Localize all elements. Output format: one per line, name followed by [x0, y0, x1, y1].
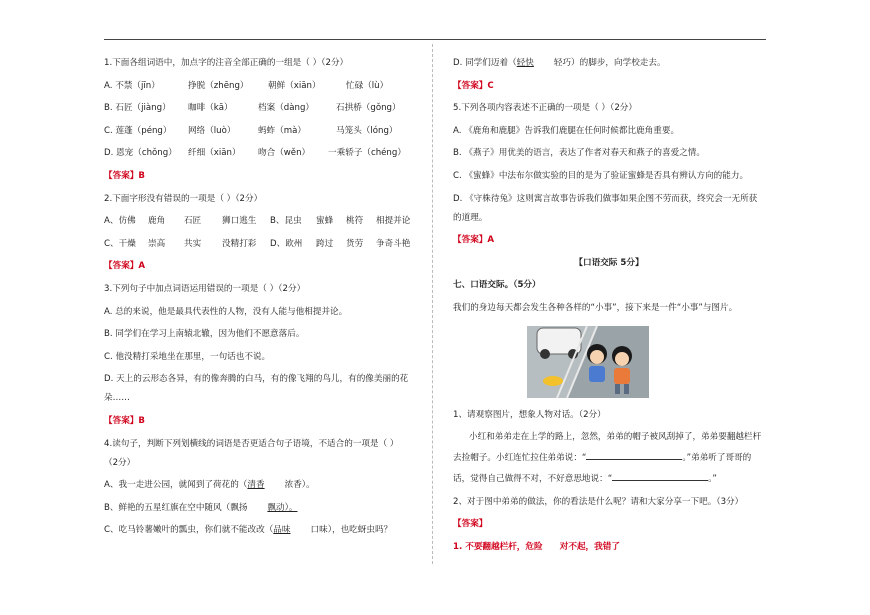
q3-answer: 【答案】B	[104, 415, 145, 426]
hat-icon	[543, 376, 563, 386]
q7-paragraph-line1: 小红和弟弟走在上学的路上，忽然，弟弟的帽子被风刮掉了，弟弟要翻越栏杆	[469, 432, 762, 443]
answer-blank[interactable]	[586, 451, 682, 460]
boy-face-icon	[590, 350, 604, 364]
q7-answer-text: 1. 不要翻越栏杆，危险 对不起，我错了	[453, 541, 620, 552]
q5-option-d-cont: 的道理。	[453, 212, 488, 223]
q2-stem: 2.下面字形没有错误的一项是（ ）（2分）	[104, 193, 263, 204]
q4-option-c: C、吃马铃薯嫩叶的瓢虫，你们就不能改改（品味 口味），也吃蚜虫吗？	[104, 525, 393, 536]
left-column	[104, 58, 426, 548]
q4-option-b: B、鲜艳的五星红旗在空中随风（飘扬 飘动）。	[104, 502, 298, 513]
q7-intro: 我们的身边每天都会发生各种各样的“小事”，接下来是一件“小事”与图片。	[453, 302, 738, 313]
q1-answer: 【答案】B	[104, 170, 145, 181]
q4-stem: 4.读句子，判断下列划横线的词语是否更适合句子语境，不适合的一项是（ ）	[104, 438, 399, 449]
q4-option-a: A、我一走进公园，就闻到了荷花的（清香 浓香）。	[104, 480, 315, 491]
q1-option-a: A. 不禁（jīn） 挣脱（zhēng） 朝鲜（xiān） 忙碌（lù）	[104, 80, 389, 91]
q3-stem: 3.下列句子中加点词语运用错误的一项是（ ）（2分）	[104, 283, 306, 294]
q3-option-b: B. 同学们在学习上南辕北辙，因为他们不愿意落后。	[104, 329, 305, 340]
q2-options-cd: C、干燥 崇高 共实 没精打彩 D、欧州 跨过 货劳 争奇斗艳	[104, 238, 411, 249]
answer-blank[interactable]	[612, 472, 708, 481]
q4-stem-score: （2分）	[104, 457, 136, 468]
q4-answer: 【答案】C	[453, 80, 494, 91]
q3-option-d: D. 天上的云形态各异，有的像奔腾的白马，有的像飞翔的鸟儿，有的像美丽的花	[104, 374, 409, 385]
q1-option-b: B. 石匠（jiàng） 咖啡（kā） 档案（dàng） 石拱桥（gǒng）	[104, 103, 401, 114]
q5-stem: 5.下列各项内容表述不正确的一项是（ ）（2分）	[453, 103, 637, 114]
q7-paragraph-line3: 话，觉得自己做得不对，不好意思地说：“ 。”	[453, 474, 717, 485]
q1-stem: 1.下面各组词语中，加点字的注音全部正确的一组是（ ）（2分）	[104, 58, 349, 68]
q7-paragraph-line2: 去捡帽子。小红连忙拉住弟弟说：“ 。”弟弟听了哥哥的	[453, 453, 752, 464]
illustration-svg	[527, 326, 649, 398]
q5-option-d: D. 《守株待兔》这则寓言故事告诉我们做事如果企图不劳而获，终究会一无所获	[453, 193, 758, 204]
q1-option-d: D. 恩宠（chǒng） 纤细（xiān） 吻合（wěn） 一乘轿子（chéng）	[104, 148, 406, 159]
q5-option-b: B. 《燕子》用优美的语言，表达了作者对春天和燕子的喜爱之情。	[453, 148, 705, 159]
header-rule	[104, 39, 766, 40]
q7-answer-label: 【答案】	[453, 519, 488, 530]
girl-leg-icon	[624, 384, 629, 394]
illustration-kids-hat	[527, 326, 649, 398]
q5-option-a: A. 《鹿角和鹿腿》告诉我们鹿腿在任何时候都比鹿角重要。	[453, 125, 680, 136]
boy-body-icon	[589, 366, 605, 382]
girl-body-icon	[614, 368, 630, 384]
q2-answer: 【答案】A	[104, 261, 146, 272]
q7-title: 七、口语交际。（5分）	[453, 280, 541, 291]
q3-option-a: A. 总的来说，他是最具代表性的人物，没有人能与他相提并论。	[104, 306, 348, 317]
girl-face-icon	[615, 352, 629, 366]
q3-option-d-cont: 朵……	[104, 393, 130, 404]
q4-option-d: D. 同学们迈着（轻快 轻巧）的脚步，向学校走去。	[453, 58, 666, 68]
girl-leg-icon	[615, 384, 620, 394]
q5-option-c: C. 《蜜蜂》中法布尔做实验的目的是为了验证蜜蜂是否具有辨认方向的能力。	[453, 170, 749, 181]
q3-option-c: C. 他没精打采地坐在那里，一句话也不说。	[104, 351, 271, 362]
q1-option-c: C. 莲蓬（péng） 网络（luò） 蚂蚱（mà） 马笼头（lóng）	[104, 125, 398, 136]
column-divider	[432, 44, 433, 564]
car-wheel-icon	[540, 349, 550, 359]
section-title: 【口语交际 5分】	[574, 257, 644, 268]
right-column	[453, 58, 765, 565]
q2-options-ab: A、仿佛 鹿角 石匠 狮口逃生 B、昆虫 蜜蜂 桃符 相提并论	[104, 216, 411, 227]
q7-sub2: 2、对于图中弟弟的做法，你的看法是什么呢？请和大家分享一下吧。（3分）	[453, 496, 744, 507]
q7-sub1: 1、请观察图片，想象人物对话。（2分）	[453, 409, 606, 420]
q5-answer: 【答案】A	[453, 235, 495, 246]
